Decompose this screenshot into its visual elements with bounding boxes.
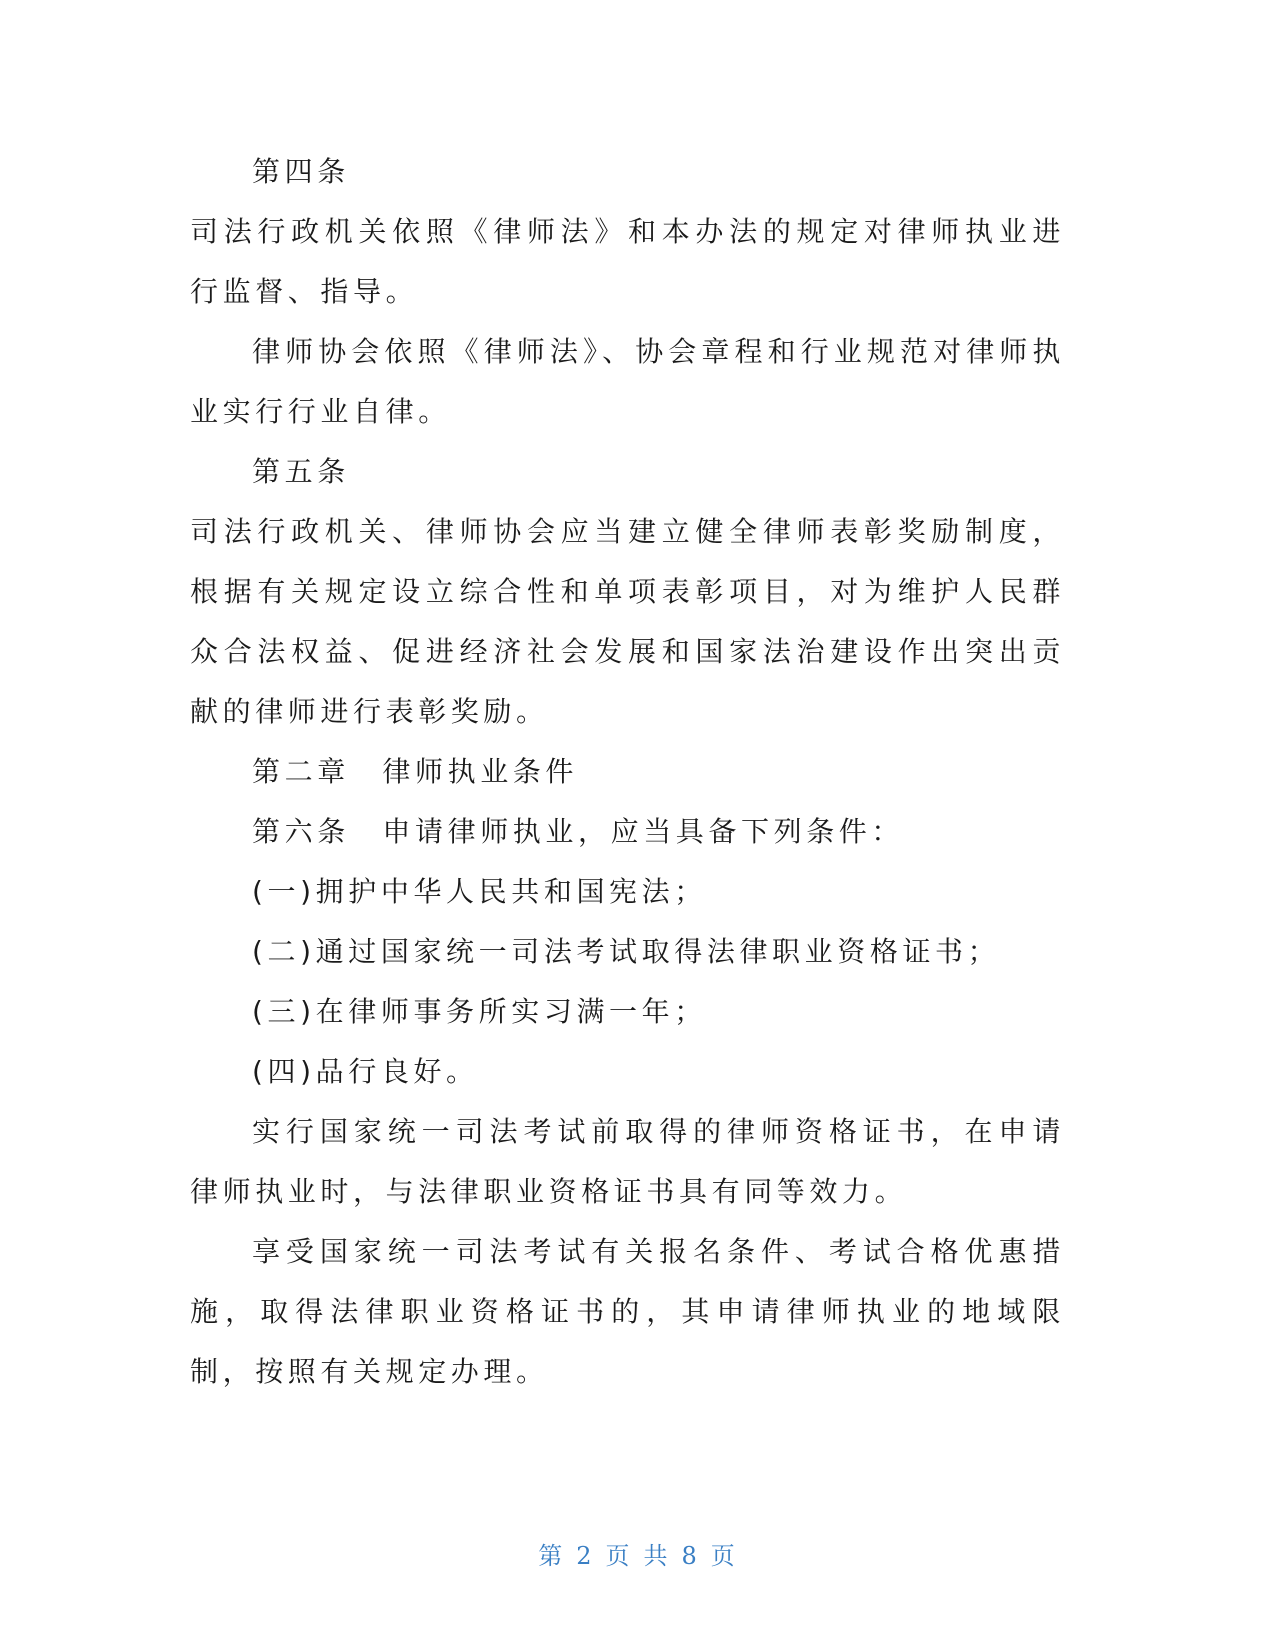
article-6-heading: 第六条 申请律师执业，应当具备下列条件：: [252, 815, 905, 848]
condition-item-1: (一)拥护中华人民共和国宪法；: [252, 875, 707, 908]
footer-page-word: 页: [605, 1542, 632, 1570]
condition-item-4: (四)品行良好。: [252, 1055, 479, 1088]
condition-item-2: (二)通过国家统一司法考试取得法律职业资格证书；: [252, 935, 1001, 968]
article-4-heading: 第四条: [252, 155, 350, 188]
footer-suffix: 页: [710, 1542, 737, 1570]
article-5-heading: 第五条: [252, 455, 350, 488]
document-body: [190, 142, 1065, 1402]
article-6-paragraph-2: 实行国家统一司法考试前取得的律师资格证书，在申请律师执业时，与法律职业资格证书具有同等效力。: [190, 1115, 1065, 1208]
article-5-paragraph: 司法行政机关、律师协会应当建立健全律师表彰奖励制度，根据有关规定设立综合性和单项表彰项目，对为维护人民群众合法权益、促进经济社会发展和国家法治建设作出突出贡献的律师进行表彰奖励。: [190, 515, 1065, 728]
condition-item-3: (三)在律师事务所实习满一年；: [252, 995, 707, 1028]
article-6-paragraph-3: 享受国家统一司法考试有关报名条件、考试合格优惠措施，取得法律职业资格证书的，其申请律师执业的地域限制，按照有关规定办理。: [190, 1235, 1065, 1388]
footer-current-page: 2: [576, 1542, 594, 1570]
footer-prefix: 第: [538, 1542, 565, 1570]
article-4-paragraph-1: 司法行政机关依照《律师法》和本办法的规定对律师执业进行监督、指导。: [190, 215, 1065, 308]
article-4-paragraph-2: 律师协会依照《律师法》、协会章程和行业规范对律师执业实行行业自律。: [190, 335, 1065, 428]
chapter-2-heading: 第二章 律师执业条件: [252, 755, 579, 788]
footer-total-word: 共: [643, 1542, 670, 1570]
page-footer: [0, 1536, 1275, 1571]
footer-total-pages: 8: [681, 1542, 699, 1570]
